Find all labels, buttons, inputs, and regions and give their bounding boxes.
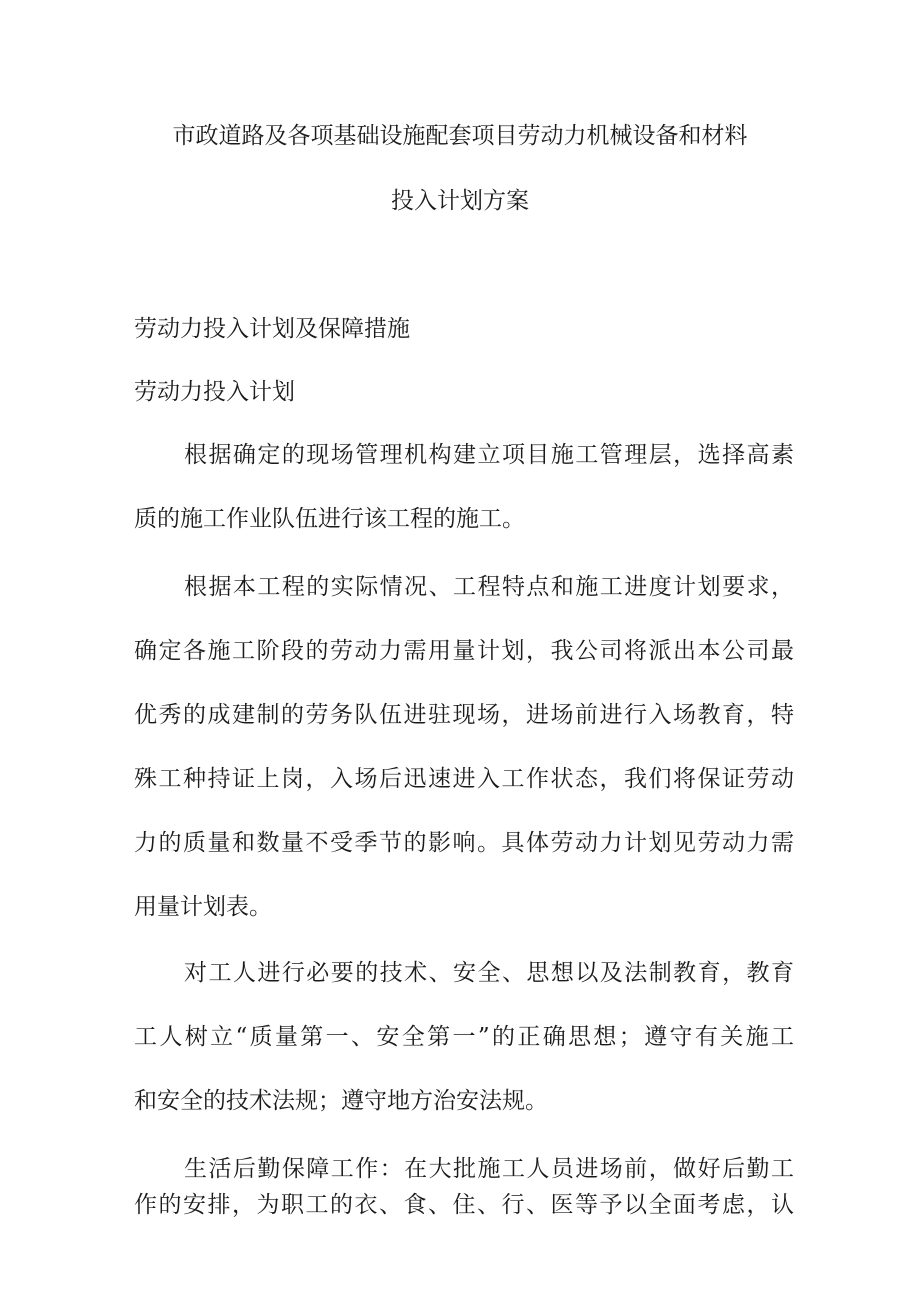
- paragraph-2-line-1: 根据本工程的实际情况、工程特点和施工进度计划要求，: [184, 574, 794, 600]
- paragraph-3-line-1: 对工人进行必要的技术、安全、思想以及法制教育，教育: [184, 960, 794, 986]
- section-heading: 劳动力投入计划及保障措施: [134, 316, 410, 342]
- paragraph-2-line-5: 力的质量和数量不受季节的影响。具体劳动力计划见劳动力需: [134, 830, 794, 856]
- paragraph-2-line-3: 优秀的成建制的劳务队伍进驻现场，进场前进行入场教育，特: [134, 702, 794, 728]
- paragraph-3-line-2: 工人树立“质量第一、安全第一”的正确思想；遵守有关施工: [134, 1024, 794, 1050]
- paragraph-2-line-2: 确定各施工阶段的劳动力需用量计划，我公司将派出本公司最: [134, 638, 794, 664]
- document-title-line-2: 投入计划方案: [391, 188, 529, 214]
- paragraph-2-line-6: 用量计划表。: [134, 894, 272, 920]
- paragraph-1-line-2: 质的施工作业队伍进行该工程的施工。: [134, 506, 525, 532]
- paragraph-4-line-1: 生活后勤保障工作：在大批施工人员进场前，做好后勤工: [184, 1156, 794, 1182]
- paragraph-2-line-4: 殊工种持证上岗，入场后迅速进入工作状态，我们将保证劳动: [134, 766, 794, 792]
- document-title-line-1: 市政道路及各项基础设施配套项目劳动力机械设备和材料: [172, 123, 748, 149]
- paragraph-3-line-3: 和安全的技术法规；遵守地方治安法规。: [134, 1088, 548, 1114]
- subsection-heading: 劳动力投入计划: [134, 379, 295, 405]
- paragraph-1-line-1: 根据确定的现场管理机构建立项目施工管理层，选择高素: [184, 442, 794, 468]
- paragraph-4-line-2: 作的安排，为职工的衣、食、住、行、医等予以全面考虑，认: [134, 1192, 794, 1218]
